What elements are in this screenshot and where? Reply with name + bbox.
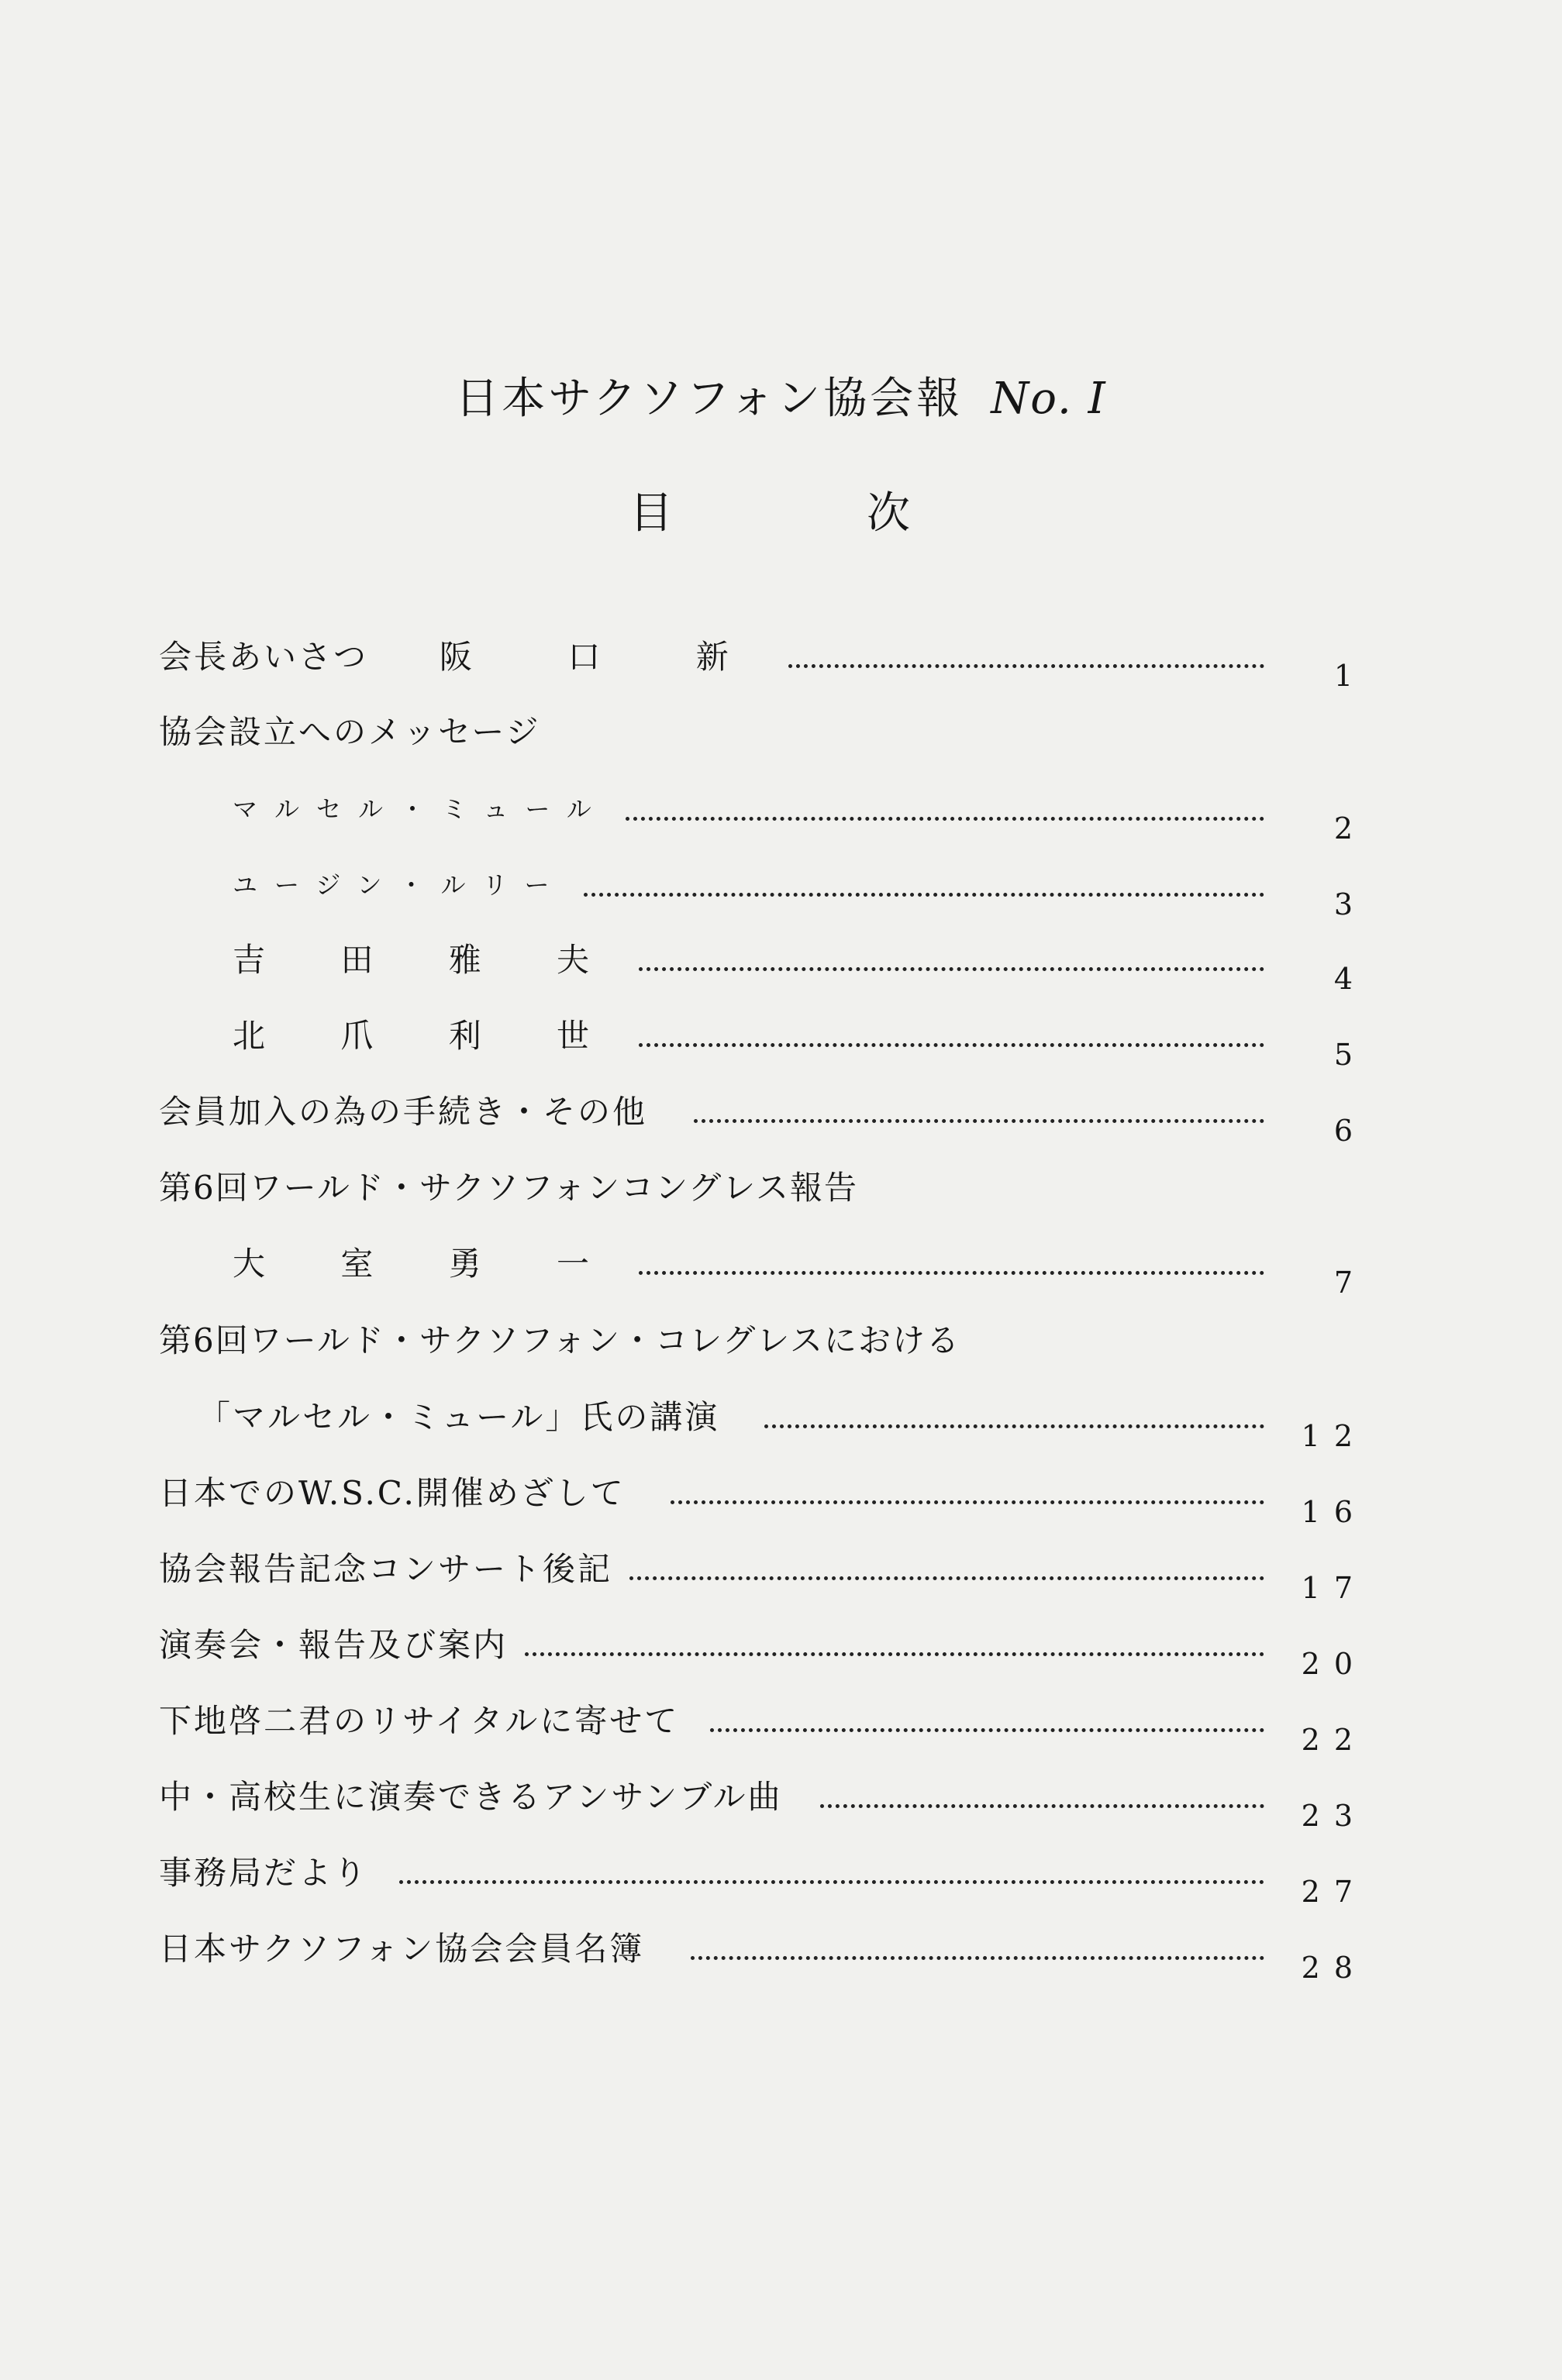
toc-entry: [159, 1162, 858, 1209]
leader-dots: [626, 814, 1264, 821]
leader-dots: [639, 1268, 1264, 1275]
document-title-text: 日本サクソフォン協会報: [455, 374, 964, 424]
toc-entry: [159, 1544, 1283, 1590]
toc-page-number: 5: [1333, 1038, 1367, 1072]
toc-entry-label: 北 爪 利 世: [233, 1017, 622, 1055]
toc-entry-label: 「マルセル・ミュール」氏の講演: [198, 1398, 720, 1436]
toc-page-number: 7: [1333, 1266, 1367, 1300]
toc-heading: [629, 479, 910, 541]
leader-dots: [671, 1497, 1264, 1504]
toc-page-number: 23: [1301, 1799, 1367, 1833]
issue-number: No. I: [991, 374, 1107, 424]
toc-entry: [233, 1238, 1283, 1285]
toc-page-number: 4: [1333, 962, 1367, 996]
toc-entry-label: 協会報告記念コンサート後記: [159, 1550, 613, 1588]
toc-entry: [198, 1392, 1283, 1438]
toc-heading-right: 次: [867, 488, 910, 539]
toc-entry-label: 日本でのW.S.C.開催めざして: [159, 1474, 626, 1512]
toc-entry-label: 吉 田 雅 夫: [233, 941, 622, 979]
toc-entry: [159, 1696, 1283, 1742]
toc-entry: [159, 632, 1283, 678]
author-name: 阪 口 新: [440, 638, 771, 676]
toc-entry: [233, 935, 1283, 981]
toc-entry-label: 演奏会・報告及び案内: [159, 1626, 509, 1664]
toc-entry: [159, 1087, 1283, 1133]
leader-dots: [788, 661, 1264, 668]
leader-dots: [584, 890, 1264, 897]
leader-dots: [694, 1116, 1264, 1123]
toc-entry-label: 大 室 勇 一: [233, 1245, 622, 1283]
toc-entry: [159, 1772, 1283, 1818]
leader-dots: [710, 1725, 1264, 1732]
toc-entry-label: 日本サクソフォン協会会員名簿: [159, 1930, 645, 1968]
toc-entry: [159, 1315, 960, 1362]
toc-entry: [159, 1468, 1283, 1514]
toc-entry-label: 第6回ワールド・サクソフォンコングレス報告: [159, 1169, 859, 1207]
toc-entry: [233, 784, 1283, 831]
leader-dots: [764, 1421, 1264, 1428]
toc-entry-author: [440, 632, 771, 678]
toc-entry-label: 協会設立へのメッセージ: [159, 713, 541, 751]
toc-entry-label: 事務局だより: [159, 1854, 369, 1892]
leader-dots: [525, 1649, 1264, 1656]
toc-entry-label: 第6回ワールド・サクソフォン・コレグレスにおける: [159, 1321, 961, 1359]
toc-entry: [159, 1620, 1283, 1666]
toc-entry: [233, 860, 1283, 907]
toc-page-number: 20: [1301, 1647, 1367, 1681]
toc-page-number: 3: [1333, 887, 1367, 921]
toc-page-number: 27: [1301, 1875, 1367, 1909]
toc-entry-label: 会員加入の為の手続き・その他: [159, 1093, 648, 1131]
leader-dots: [691, 1953, 1264, 1960]
toc-entry-label: マルセル・ミュール: [233, 794, 609, 824]
toc-page-number: 22: [1301, 1723, 1367, 1757]
toc-entry: [159, 707, 540, 753]
leader-dots: [820, 1801, 1264, 1808]
leader-dots: [399, 1877, 1264, 1884]
toc-entry-label: ユージン・ルリー: [233, 870, 567, 900]
toc-heading-left: 目: [629, 488, 673, 539]
toc-entry-label: 中・高校生に演奏できるアンサンブル曲: [159, 1778, 783, 1816]
toc-entry: [233, 1011, 1283, 1057]
leader-dots: [639, 1040, 1264, 1047]
toc-entry: [159, 1924, 1283, 1970]
toc-page-number: 16: [1301, 1495, 1367, 1529]
document-title: [0, 364, 1562, 426]
toc-page-number: 6: [1333, 1114, 1367, 1148]
toc-page-number: 12: [1301, 1419, 1367, 1453]
toc-entry-label: 会長あいさつ: [159, 638, 369, 676]
toc-entry: [159, 1848, 1283, 1894]
leader-dots: [639, 964, 1264, 971]
toc-entry-label: 下地啓二君のリサイタルに寄せて: [159, 1702, 680, 1740]
toc-page-number: 28: [1301, 1951, 1367, 1985]
toc-page-number: 2: [1333, 811, 1367, 846]
toc-page-number: 1: [1333, 659, 1367, 693]
leader-dots: [629, 1573, 1264, 1580]
toc-page-number: 17: [1301, 1571, 1367, 1605]
